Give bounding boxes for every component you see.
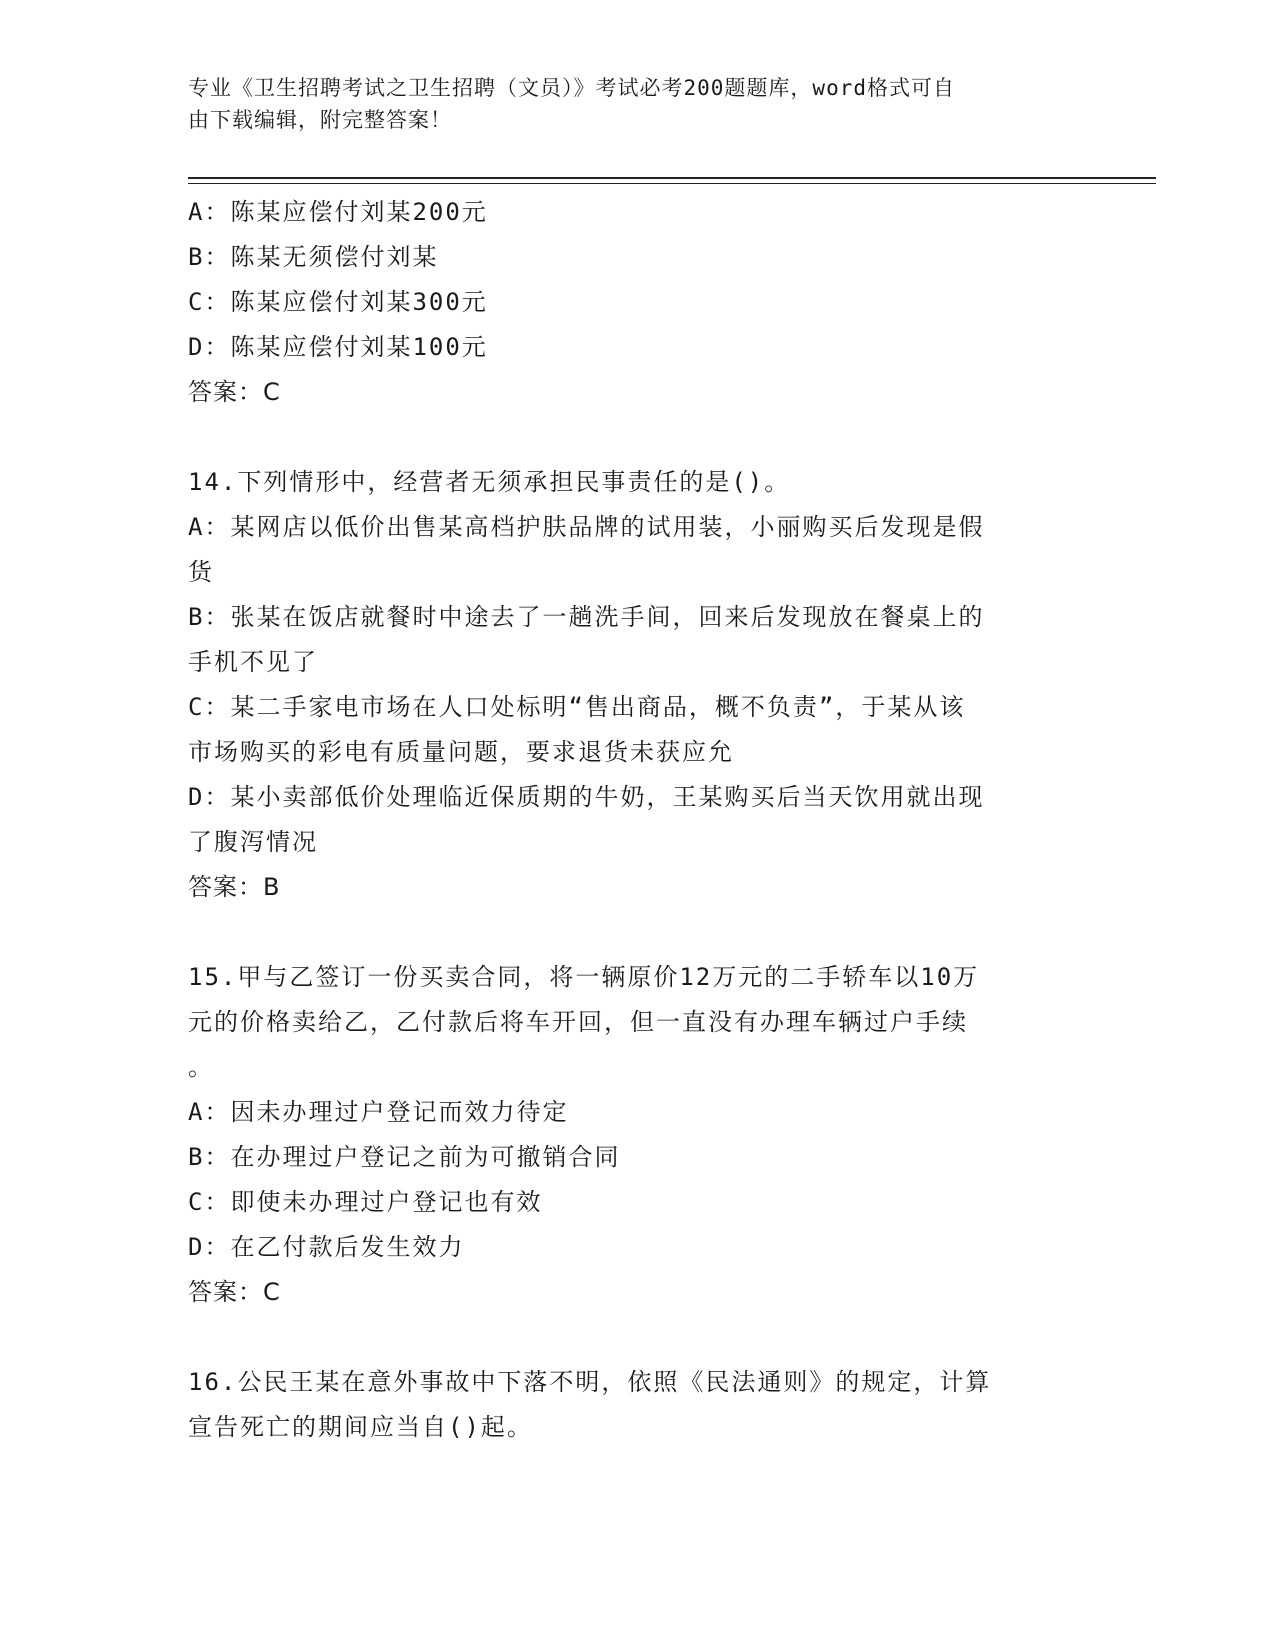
question-stem-line-3: 。 — [188, 1053, 214, 1081]
header-divider-thin — [188, 183, 1156, 184]
option-d: D：在乙付款后发生效力 — [188, 1233, 465, 1261]
option-a-line-2: 货 — [188, 558, 214, 586]
question-16 — [188, 1360, 1088, 1450]
option-a: A：陈某应偿付刘某200元 — [188, 198, 488, 226]
option-b: B：在办理过户登记之前为可撤销合同 — [188, 1143, 621, 1171]
answer-line: 答案：C — [188, 378, 281, 406]
option-b: B：陈某无须偿付刘某 — [188, 243, 439, 271]
option-c: C：陈某应偿付刘某300元 — [188, 288, 488, 316]
option-b-line-1: B：张某在饭店就餐时中途去了一趟洗手间，回来后发现放在餐桌上的 — [188, 603, 985, 631]
question-stem-line-2: 元的价格卖给乙，乙付款后将车开回，但一直没有办理车辆过户手续 — [188, 1008, 968, 1036]
option-d-line-1: D：某小卖部低价处理临近保质期的牛奶，王某购买后当天饮用就出现 — [188, 783, 985, 811]
header-line-1: 专业《卫生招聘考试之卫生招聘（文员）》考试必考200题题库，word格式可自 — [188, 76, 955, 100]
option-c-line-1: C：某二手家电市场在人口处标明“售出商品，概不负责”，于某从该 — [188, 693, 966, 721]
header-line-2: 由下载编辑，附完整答案！ — [188, 108, 452, 132]
question-stem-line-1: 16.公民王某在意外事故中下落不明，依照《民法通则》的规定，计算 — [188, 1368, 992, 1396]
option-a-line-1: A：某网店以低价出售某高档护肤品牌的试用装，小丽购买后发现是假 — [188, 513, 985, 541]
question-stem-line-1: 15.甲与乙签订一份买卖合同，将一辆原价12万元的二手轿车以10万 — [188, 963, 980, 991]
option-c-line-2: 市场购买的彩电有质量问题，要求退货未获应允 — [188, 738, 734, 766]
answer-line: 答案：B — [188, 873, 281, 901]
question-13-options — [188, 190, 1088, 415]
answer-line: 答案：C — [188, 1278, 281, 1306]
question-stem-line-2: 宣告死亡的期间应当自()起。 — [188, 1413, 533, 1441]
header-divider-thick — [188, 177, 1156, 179]
question-stem: 14.下列情形中，经营者无须承担民事责任的是()。 — [188, 468, 791, 496]
option-d: D：陈某应偿付刘某100元 — [188, 333, 488, 361]
option-d-line-2: 了腹泻情况 — [188, 828, 318, 856]
option-b-line-2: 手机不见了 — [188, 648, 318, 676]
option-a: A：因未办理过户登记而效力待定 — [188, 1098, 569, 1126]
question-15 — [188, 955, 1088, 1315]
option-c: C：即使未办理过户登记也有效 — [188, 1188, 543, 1216]
question-14 — [188, 460, 1088, 910]
document-header — [188, 72, 1068, 136]
question-content — [188, 190, 1088, 1450]
